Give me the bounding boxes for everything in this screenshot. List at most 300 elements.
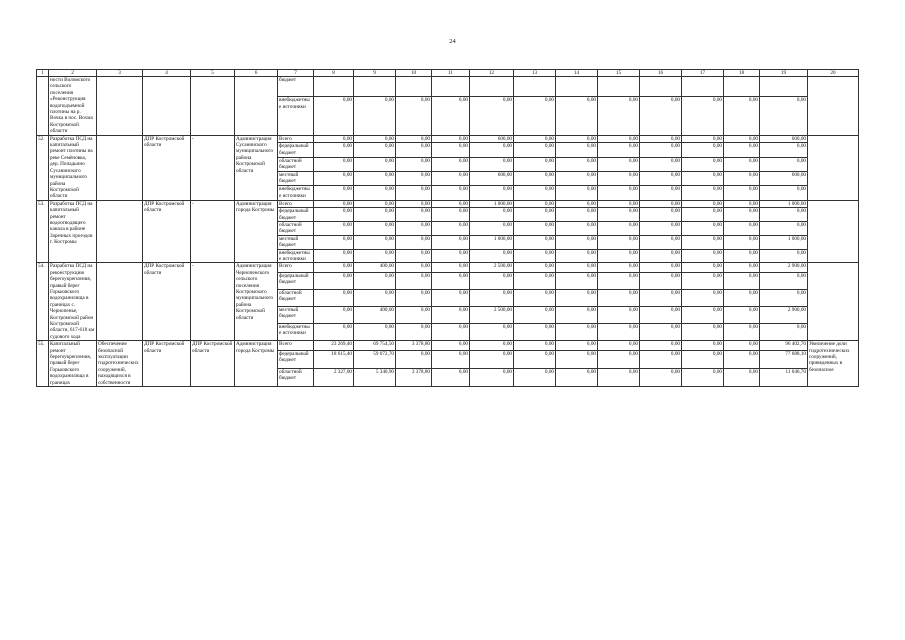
- amount-cell: 0,00: [682, 324, 724, 341]
- amount-cell: 0,00: [640, 135, 682, 143]
- coordinator-cell: ДПР Костромской области: [191, 341, 235, 387]
- amount-cell: 0,00: [432, 135, 470, 143]
- amount-cell: 0,00: [432, 306, 470, 323]
- result-indicator-cell: [808, 135, 859, 200]
- funding-source-cell: Всего: [278, 200, 314, 207]
- customer-cell: ДПР Костромской области: [143, 263, 191, 341]
- amount-cell: 0,00: [514, 341, 556, 351]
- amount-cell: 0,00: [640, 157, 682, 171]
- amount-cell: 0,00: [514, 306, 556, 323]
- amount-cell: 0,00: [396, 289, 432, 306]
- amount-cell: 0,00: [598, 289, 640, 306]
- amount-cell: [724, 77, 760, 97]
- amount-cell: 0,00: [396, 186, 432, 200]
- amount-cell: 0,00: [432, 143, 470, 157]
- row-number-cell: 54.: [37, 263, 49, 341]
- measure-name-cell: Капитальный ремонт берегоукрепления, правый берег Горьковского водохранилища в границах: [49, 341, 97, 387]
- column-number-cell: 16: [640, 70, 682, 77]
- amount-cell: 0,00: [556, 263, 598, 272]
- amount-cell: 0,00: [640, 350, 682, 368]
- column-number-cell: 18: [724, 70, 760, 77]
- amount-cell: 0,00: [724, 135, 760, 143]
- amount-cell: 0,00: [556, 135, 598, 143]
- customer-cell: ДПР Костромской области: [143, 341, 191, 387]
- amount-cell: 0,00: [396, 306, 432, 323]
- amount-cell: 0,00: [314, 157, 354, 171]
- amount-cell: 0,00: [354, 172, 396, 186]
- amount-cell: 0,00: [396, 235, 432, 249]
- amount-cell: 69 754,50: [354, 341, 396, 351]
- amount-cell: 0,00: [724, 249, 760, 263]
- executor-cell: Администрация Сусанинского муниципального района Костромской области: [235, 135, 278, 200]
- amount-cell: 0,00: [640, 263, 682, 272]
- amount-cell: 0,00: [598, 369, 640, 387]
- amount-cell: 0,00: [314, 200, 354, 207]
- amount-cell: 0,00: [640, 369, 682, 387]
- amount-cell: [314, 77, 354, 97]
- amount-cell: [682, 77, 724, 97]
- amount-cell: 0,00: [396, 143, 432, 157]
- amount-cell: 0,00: [760, 289, 808, 306]
- amount-cell: 0,00: [556, 97, 598, 135]
- amount-cell: 0,00: [432, 272, 470, 289]
- amount-cell: 2 900,00: [760, 306, 808, 323]
- amount-cell: 0,00: [556, 143, 598, 157]
- amount-cell: 0,00: [682, 97, 724, 135]
- amount-cell: 0,00: [598, 97, 640, 135]
- column-number-cell: 12: [470, 70, 514, 77]
- amount-cell: 0,00: [598, 221, 640, 235]
- amount-cell: 0,00: [640, 172, 682, 186]
- task-cell: Обеспечение безопасной эксплуатации гидротехнических сооружений, находящихся в собственности: [97, 341, 143, 387]
- amount-cell: 0,00: [598, 350, 640, 368]
- amount-cell: 18 615,40: [314, 350, 354, 368]
- column-number-cell: 11: [432, 70, 470, 77]
- amount-cell: 0,00: [556, 200, 598, 207]
- amount-cell: 0,00: [514, 208, 556, 222]
- page-number: 24: [449, 38, 456, 45]
- amount-cell: 0,00: [640, 324, 682, 341]
- column-number-cell: 2: [49, 70, 97, 77]
- amount-cell: 0,00: [682, 157, 724, 171]
- amount-cell: 0,00: [598, 157, 640, 171]
- coordinator-cell: -: [191, 200, 235, 263]
- amount-cell: 0,00: [354, 208, 396, 222]
- amount-cell: 0,00: [396, 157, 432, 171]
- amount-cell: 0,00: [514, 350, 556, 368]
- amount-cell: [470, 77, 514, 97]
- result-indicator-cell: [808, 77, 859, 136]
- amount-cell: 0,00: [760, 97, 808, 135]
- funding-source-cell: Всего: [278, 135, 314, 143]
- amount-cell: 0,00: [470, 97, 514, 135]
- measure-name-cell: Разработка ПСД на капитальный ремонт плотины на реке Семёновка, дер. Попадьино Сусанинского муниципального района Костромской области: [49, 135, 97, 200]
- amount-cell: 600,00: [470, 172, 514, 186]
- amount-cell: 0,00: [640, 289, 682, 306]
- amount-cell: 0,00: [432, 221, 470, 235]
- amount-cell: 0,00: [314, 324, 354, 341]
- amount-cell: 0,00: [682, 221, 724, 235]
- task-cell: [97, 263, 143, 341]
- amount-cell: 0,00: [314, 306, 354, 323]
- amount-cell: [514, 77, 556, 97]
- amount-cell: 0,00: [514, 97, 556, 135]
- amount-cell: 0,00: [724, 306, 760, 323]
- amount-cell: 0,00: [470, 249, 514, 263]
- amount-cell: 0,00: [432, 172, 470, 186]
- column-number-cell: 9: [354, 70, 396, 77]
- amount-cell: 0,00: [514, 135, 556, 143]
- amount-cell: 3 378,80: [396, 369, 432, 387]
- amount-cell: 0,00: [354, 135, 396, 143]
- funding-source-cell: федеральный бюджет: [278, 143, 314, 157]
- amount-cell: 0,00: [396, 324, 432, 341]
- amount-cell: 0,00: [470, 341, 514, 351]
- amount-cell: 0,00: [598, 306, 640, 323]
- amount-cell: 0,00: [556, 341, 598, 351]
- amount-cell: 0,00: [556, 249, 598, 263]
- amount-cell: 0,00: [724, 341, 760, 351]
- amount-cell: 2 900,00: [760, 263, 808, 272]
- amount-cell: 0,00: [598, 186, 640, 200]
- amount-cell: 0,00: [314, 235, 354, 249]
- amount-cell: 2 327,00: [314, 369, 354, 387]
- amount-cell: 0,00: [514, 235, 556, 249]
- funding-source-cell: местный бюджет: [278, 306, 314, 323]
- amount-cell: 0,00: [470, 272, 514, 289]
- amount-cell: 2 500,00: [470, 306, 514, 323]
- amount-cell: 0,00: [432, 157, 470, 171]
- amount-cell: 0,00: [682, 263, 724, 272]
- amount-cell: 0,00: [314, 97, 354, 135]
- amount-cell: 2 500,00: [470, 263, 514, 272]
- funding-source-cell: местный бюджет: [278, 235, 314, 249]
- amount-cell: 0,00: [760, 157, 808, 171]
- column-number-cell: 3: [97, 70, 143, 77]
- budget-table-sheet: [36, 69, 859, 387]
- table-row: [37, 135, 859, 143]
- funding-source-cell: федеральный бюджет: [278, 208, 314, 222]
- amount-cell: 0,00: [470, 157, 514, 171]
- amount-cell: 0,00: [724, 172, 760, 186]
- funding-source-cell: областной бюджет: [278, 157, 314, 171]
- customer-cell: ДПР Костромской области: [143, 200, 191, 263]
- amount-cell: 0,00: [314, 272, 354, 289]
- amount-cell: 0,00: [432, 97, 470, 135]
- amount-cell: 0,00: [556, 306, 598, 323]
- amount-cell: 400,00: [354, 263, 396, 272]
- amount-cell: 1 000,00: [470, 235, 514, 249]
- amount-cell: 0,00: [724, 350, 760, 368]
- amount-cell: 0,00: [682, 272, 724, 289]
- customer-cell: ДПР Костромской области: [143, 135, 191, 200]
- amount-cell: 0,00: [640, 272, 682, 289]
- column-number-cell: 7: [278, 70, 314, 77]
- task-cell: [97, 77, 143, 136]
- amount-cell: 0,00: [432, 350, 470, 368]
- amount-cell: 0,00: [514, 324, 556, 341]
- table-row: [37, 200, 859, 207]
- amount-cell: 0,00: [470, 369, 514, 387]
- amount-cell: 0,00: [556, 324, 598, 341]
- amount-cell: 0,00: [640, 235, 682, 249]
- amount-cell: 0,00: [314, 172, 354, 186]
- amount-cell: 0,00: [514, 272, 556, 289]
- amount-cell: 0,00: [724, 324, 760, 341]
- amount-cell: 0,00: [432, 235, 470, 249]
- amount-cell: 1 000,00: [760, 200, 808, 207]
- funding-source-cell: бюджет: [278, 77, 314, 97]
- amount-cell: 0,00: [640, 341, 682, 351]
- funding-source-cell: Всего: [278, 263, 314, 272]
- amount-cell: 0,00: [724, 272, 760, 289]
- measure-name-cell: ности Воломского сельского поселения «Реконструкция водоподъемной плотины на р. Вочка в пос. Вохма Костромской области: [49, 77, 97, 136]
- amount-cell: 0,00: [556, 289, 598, 306]
- amount-cell: 0,00: [470, 324, 514, 341]
- amount-cell: 0,00: [598, 324, 640, 341]
- amount-cell: 0,00: [724, 235, 760, 249]
- funding-source-cell: областной бюджет: [278, 221, 314, 235]
- amount-cell: 0,00: [598, 135, 640, 143]
- amount-cell: 0,00: [724, 263, 760, 272]
- amount-cell: 0,00: [354, 143, 396, 157]
- amount-cell: 0,00: [724, 369, 760, 387]
- amount-cell: 0,00: [682, 200, 724, 207]
- column-number-cell: 1: [37, 70, 49, 77]
- amount-cell: 0,00: [682, 369, 724, 387]
- amount-cell: 0,00: [432, 249, 470, 263]
- amount-cell: 0,00: [760, 272, 808, 289]
- amount-cell: 0,00: [470, 143, 514, 157]
- amount-cell: 0,00: [432, 341, 470, 351]
- amount-cell: 0,00: [760, 249, 808, 263]
- amount-cell: 0,00: [682, 172, 724, 186]
- amount-cell: 0,00: [396, 97, 432, 135]
- amount-cell: 0,00: [724, 200, 760, 207]
- measure-name-cell: Разработка ПСД на реконструкцию берегоукрепления, правый берег Горьковского водохранилища в границах с. Чернопенье, Костромской район Костромской области, 617-618 км судового хода: [49, 263, 97, 341]
- column-number-cell: 17: [682, 70, 724, 77]
- coordinator-cell: [191, 77, 235, 136]
- amount-cell: 0,00: [724, 97, 760, 135]
- amount-cell: 0,00: [682, 350, 724, 368]
- column-number-cell: 4: [143, 70, 191, 77]
- amount-cell: [556, 77, 598, 97]
- funding-source-cell: внебюджетные источники: [278, 97, 314, 135]
- amount-cell: [432, 77, 470, 97]
- amount-cell: 0,00: [598, 208, 640, 222]
- funding-source-cell: областной бюджет: [278, 369, 314, 387]
- amount-cell: 0,00: [314, 221, 354, 235]
- amount-cell: 0,00: [514, 221, 556, 235]
- amount-cell: 0,00: [470, 350, 514, 368]
- measure-name-cell: Разработка ПСД на капитальный ремонт водоотводящего канала в районе Заречных проездов г. Костромы: [49, 200, 97, 263]
- amount-cell: 0,00: [514, 289, 556, 306]
- amount-cell: 0,00: [514, 143, 556, 157]
- task-cell: [97, 200, 143, 263]
- row-number-cell: 53.: [37, 200, 49, 263]
- amount-cell: 0,00: [396, 172, 432, 186]
- amount-cell: 0,00: [396, 249, 432, 263]
- amount-cell: 0,00: [514, 263, 556, 272]
- column-number-cell: 5: [191, 70, 235, 77]
- column-number-cell: 13: [514, 70, 556, 77]
- amount-cell: 0,00: [724, 208, 760, 222]
- column-number-cell: 6: [235, 70, 278, 77]
- amount-cell: 0,00: [556, 208, 598, 222]
- amount-cell: 11 046,70: [760, 369, 808, 387]
- amount-cell: 0,00: [556, 157, 598, 171]
- amount-cell: 0,00: [354, 157, 396, 171]
- task-cell: [97, 135, 143, 200]
- amount-cell: 0,00: [514, 172, 556, 186]
- coordinator-cell: -: [191, 135, 235, 200]
- funding-source-cell: внебюджетные источники: [278, 249, 314, 263]
- budget-table: [36, 69, 859, 387]
- amount-cell: 0,00: [314, 289, 354, 306]
- funding-source-cell: федеральный бюджет: [278, 272, 314, 289]
- amount-cell: 0,00: [598, 200, 640, 207]
- amount-cell: 0,00: [396, 135, 432, 143]
- amount-cell: 0,00: [598, 235, 640, 249]
- amount-cell: 0,00: [354, 289, 396, 306]
- amount-cell: 0,00: [432, 186, 470, 200]
- executor-cell: Администрация города Костромы: [235, 200, 278, 263]
- amount-cell: 0,00: [598, 249, 640, 263]
- amount-cell: 1 000,00: [470, 200, 514, 207]
- amount-cell: 0,00: [432, 289, 470, 306]
- customer-cell: [143, 77, 191, 136]
- amount-cell: 0,00: [432, 369, 470, 387]
- executor-cell: Администрация города Костромы: [235, 341, 278, 387]
- amount-cell: 0,00: [314, 186, 354, 200]
- funding-source-cell: внебюджетные источники: [278, 186, 314, 200]
- amount-cell: 0,00: [432, 324, 470, 341]
- amount-cell: 0,00: [396, 208, 432, 222]
- table-row: [37, 77, 859, 97]
- amount-cell: 0,00: [514, 200, 556, 207]
- amount-cell: 0,00: [514, 186, 556, 200]
- amount-cell: 23 269,40: [314, 341, 354, 351]
- amount-cell: 0,00: [760, 208, 808, 222]
- amount-cell: 0,00: [354, 97, 396, 135]
- table-row: [37, 341, 859, 351]
- table-row: [37, 263, 859, 272]
- amount-cell: 0,00: [724, 221, 760, 235]
- amount-cell: 0,00: [354, 186, 396, 200]
- funding-source-cell: федеральный бюджет: [278, 350, 314, 368]
- amount-cell: 0,00: [760, 186, 808, 200]
- amount-cell: 0,00: [682, 143, 724, 157]
- amount-cell: 0,00: [724, 143, 760, 157]
- amount-cell: [598, 77, 640, 97]
- amount-cell: 0,00: [470, 186, 514, 200]
- funding-source-cell: Всего: [278, 341, 314, 351]
- amount-cell: 0,00: [724, 157, 760, 171]
- result-indicator-cell: [808, 263, 859, 341]
- amount-cell: 0,00: [470, 221, 514, 235]
- amount-cell: 3 378,80: [396, 341, 432, 351]
- amount-cell: 0,00: [432, 263, 470, 272]
- amount-cell: 0,00: [470, 208, 514, 222]
- amount-cell: 1 000,00: [760, 235, 808, 249]
- amount-cell: 0,00: [640, 208, 682, 222]
- amount-cell: 0,00: [396, 263, 432, 272]
- amount-cell: 0,00: [682, 135, 724, 143]
- amount-cell: 0,00: [556, 235, 598, 249]
- amount-cell: 0,00: [682, 249, 724, 263]
- funding-source-cell: областной бюджет: [278, 289, 314, 306]
- amount-cell: 0,00: [760, 143, 808, 157]
- amount-cell: [354, 77, 396, 97]
- amount-cell: 600,00: [760, 172, 808, 186]
- amount-cell: 0,00: [354, 324, 396, 341]
- amount-cell: 0,00: [682, 306, 724, 323]
- amount-cell: 0,00: [640, 143, 682, 157]
- amount-cell: 0,00: [598, 272, 640, 289]
- amount-cell: 0,00: [314, 208, 354, 222]
- amount-cell: 0,00: [640, 221, 682, 235]
- amount-cell: 0,00: [514, 249, 556, 263]
- amount-cell: 0,00: [354, 249, 396, 263]
- amount-cell: 0,00: [314, 143, 354, 157]
- amount-cell: 0,00: [598, 143, 640, 157]
- amount-cell: 0,00: [396, 200, 432, 207]
- amount-cell: 0,00: [514, 369, 556, 387]
- amount-cell: 0,00: [724, 186, 760, 200]
- amount-cell: 77 688,10: [760, 350, 808, 368]
- column-number-cell: 20: [808, 70, 859, 77]
- amount-cell: 0,00: [354, 200, 396, 207]
- amount-cell: 0,00: [354, 235, 396, 249]
- row-number-cell: 55.: [37, 341, 49, 387]
- amount-cell: 0,00: [760, 221, 808, 235]
- funding-source-cell: внебюджетные источники: [278, 324, 314, 341]
- amount-cell: [760, 77, 808, 97]
- amount-cell: 0,00: [724, 289, 760, 306]
- amount-cell: 0,00: [556, 221, 598, 235]
- amount-cell: 0,00: [640, 200, 682, 207]
- amount-cell: 0,00: [314, 263, 354, 272]
- amount-cell: 0,00: [470, 289, 514, 306]
- amount-cell: 0,00: [640, 249, 682, 263]
- amount-cell: 0,00: [354, 272, 396, 289]
- amount-cell: 0,00: [314, 249, 354, 263]
- amount-cell: 0,00: [556, 369, 598, 387]
- column-number-header: [37, 70, 859, 77]
- amount-cell: 0,00: [760, 324, 808, 341]
- amount-cell: 0,00: [556, 272, 598, 289]
- amount-cell: 0,00: [682, 208, 724, 222]
- amount-cell: 0,00: [396, 272, 432, 289]
- amount-cell: 5 340,90: [354, 369, 396, 387]
- amount-cell: 0,00: [354, 221, 396, 235]
- amount-cell: [640, 77, 682, 97]
- amount-cell: 0,00: [682, 186, 724, 200]
- amount-cell: 0,00: [682, 341, 724, 351]
- amount-cell: 600,00: [470, 135, 514, 143]
- amount-cell: 400,00: [354, 306, 396, 323]
- amount-cell: 0,00: [640, 186, 682, 200]
- column-number-cell: 19: [760, 70, 808, 77]
- amount-cell: 0,00: [396, 221, 432, 235]
- column-number-cell: 14: [556, 70, 598, 77]
- amount-cell: 0,00: [598, 172, 640, 186]
- amount-cell: 0,00: [396, 350, 432, 368]
- row-number-cell: 52.: [37, 135, 49, 200]
- amount-cell: 0,00: [682, 289, 724, 306]
- amount-cell: 0,00: [432, 208, 470, 222]
- result-indicator-cell: Увеличение доли гидротехнических сооружений, приведенных в безопасное: [808, 341, 859, 387]
